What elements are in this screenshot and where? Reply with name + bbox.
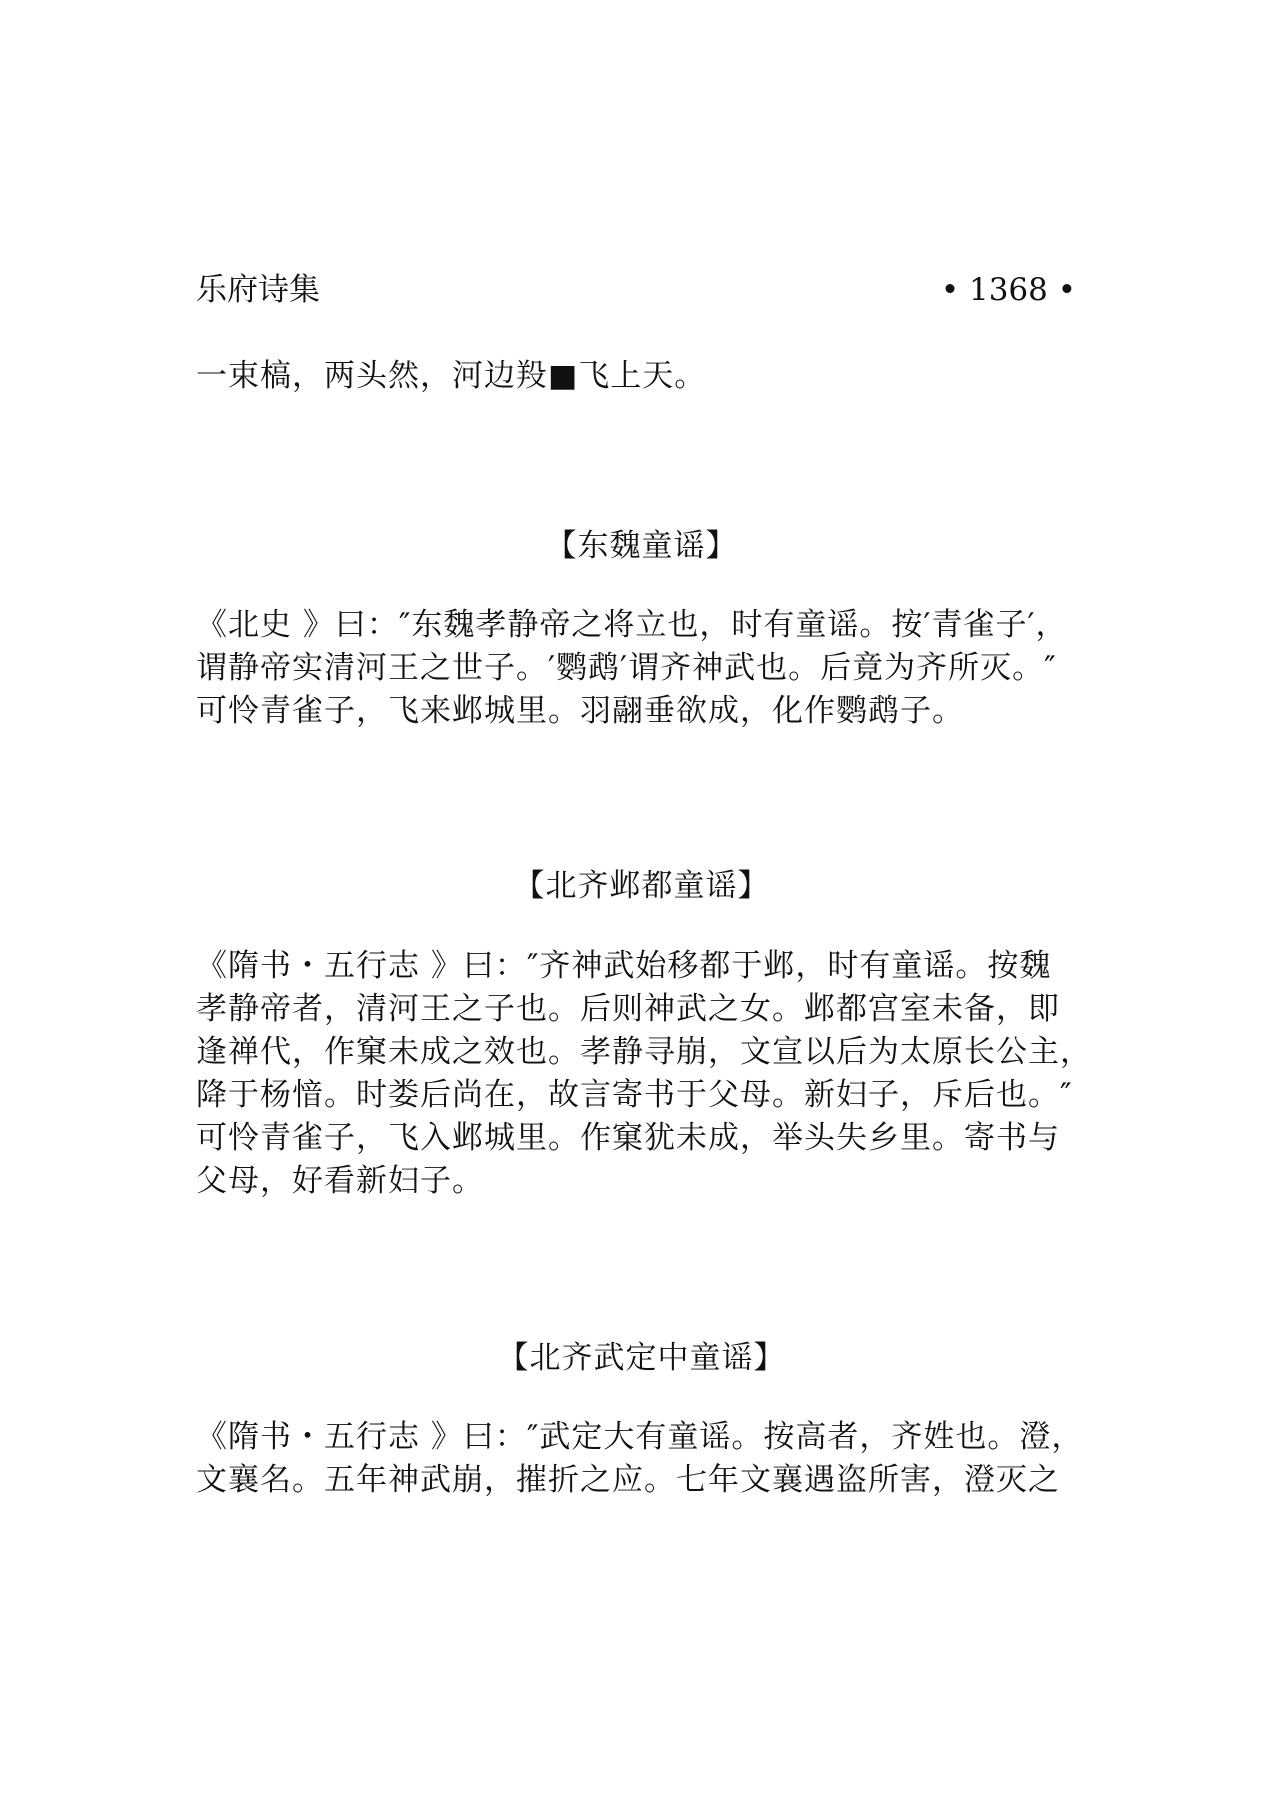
section-body-1: 《北史 》曰：″东魏孝静帝之将立也，时有童谣。按′青雀子′， 谓静帝实清河王之世子。′鹦鹉′谓齐神武也。后竟为齐所灭。″ 可怜青雀子，飞来邺城里。羽翮垂欲成，化作鹦鹉子。 [196, 607, 1068, 729]
section-body-2: 《隋书・五行志 》曰：″齐神武始移都于邺，时有童谣。按魏 孝静帝者，清河王之子也。后则神武之女。邺都宫室未备，即 逢禅代，作窠未成之效也。孝静寻崩，文宣以后为太原长公主， 降于杨愔。时娄后尚在，故言寄书于父母。新妇子，斥后也。″ 可怜青雀子，飞入邺城里。作窠犹未成，举头失乡里。寄书与 父母，好看新妇子。 [196, 948, 1092, 1199]
section-heading-2: 【北齐邺都童谣】 [513, 868, 770, 904]
top-line: 一束槁，两头然，河边羖■飞上天。 [196, 358, 707, 394]
page-number: • 1368 • [940, 272, 1076, 308]
section-body-3: 《隋书・五行志 》曰：″武定大有童谣。按高者，齐姓也。澄， 文襄名。五年神武崩，摧折之应。七年文襄遇盗所害，澄灭之 [196, 1419, 1084, 1498]
section-heading-3: 【北齐武定中童谣】 [497, 1340, 786, 1376]
book-title: 乐府诗集 [196, 272, 320, 308]
section-heading-1: 【东魏童谣】 [545, 528, 738, 564]
